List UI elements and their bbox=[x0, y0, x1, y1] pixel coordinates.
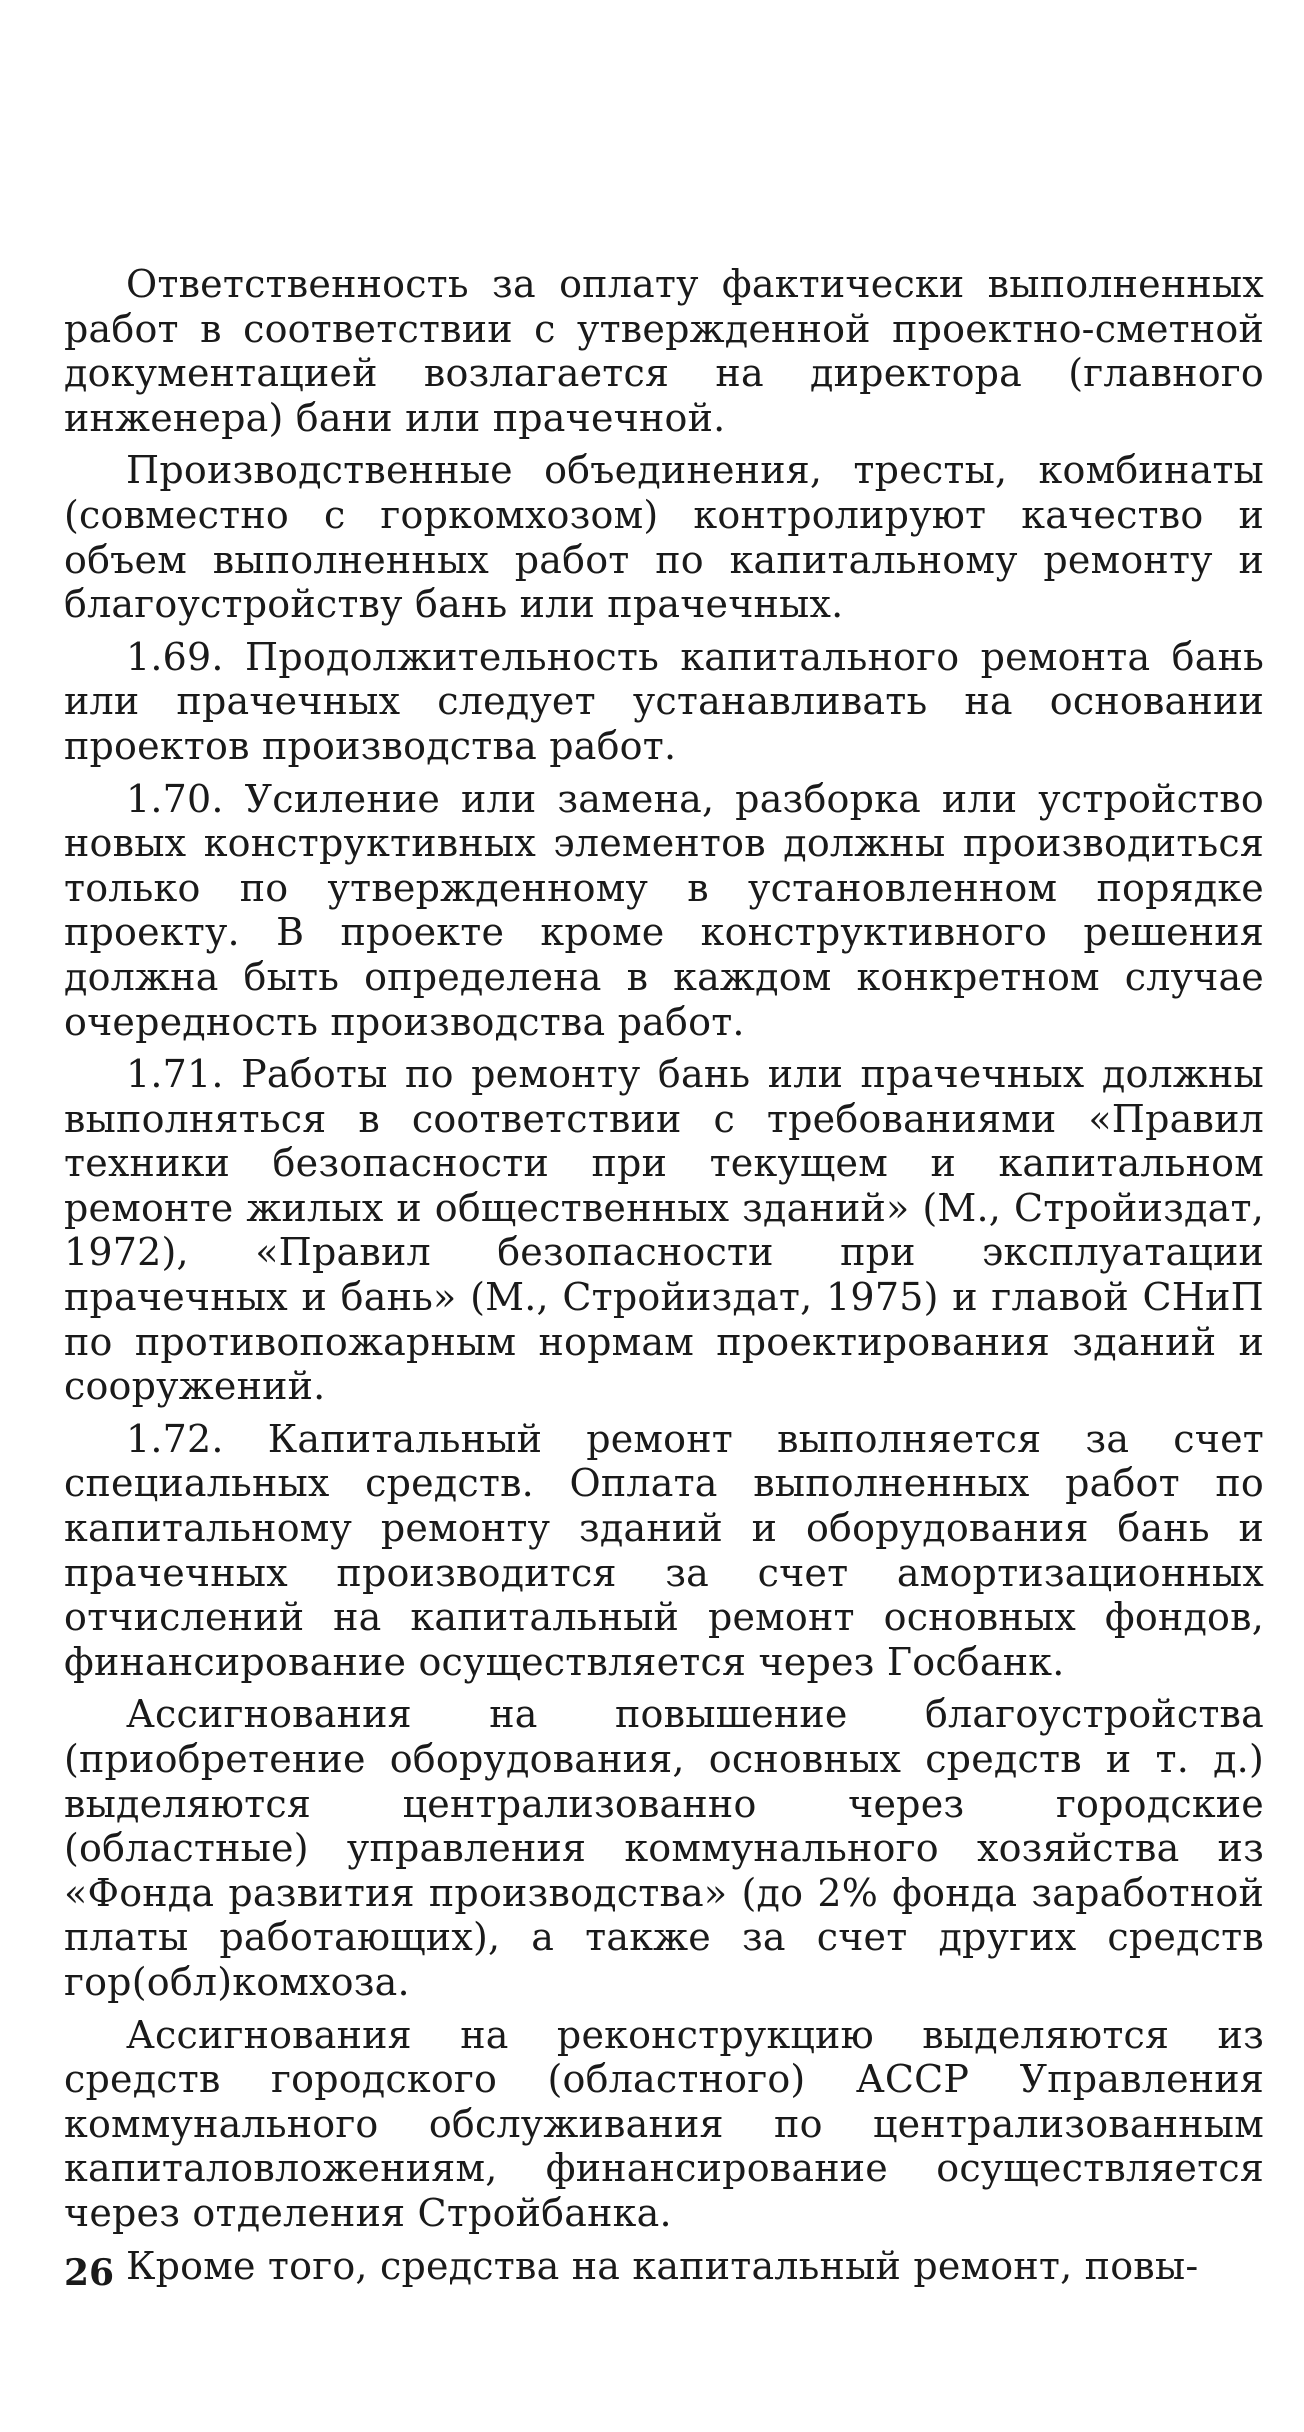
paragraph-allocations-reconstruction: Ассигнования на реконструкцию выделяются из средств городского (областного) АССР Управления коммунального обслуживания по централизованным капиталовложениям, финансирование осуществляется через отделения Стройбанка. bbox=[64, 2012, 1264, 2235]
paragraph-allocations-improvement: Ассигнования на повышение благоустройства (приобретение оборудования, основных средств и т. д.) выделяются централизованно через городские (областные) управления коммунального хозяйства из «Фонда развития производства» (до 2% фонда заработной платы работающих), а также за счет других средств гор(обл)комхоза. bbox=[64, 1692, 1264, 2004]
paragraph-production-associations: Производственные объединения, тресты, комбинаты (совместно с горкомхозом) контролируют качество и объем выполненных работ по капитальному ремонту и благоустройству бань или прачечных. bbox=[64, 448, 1264, 627]
paragraph-continued: Кроме того, средства на капитальный ремонт, повы- bbox=[126, 2243, 1199, 2288]
paragraph-1-69: 1.69. Продолжительность капитального ремонта бань или прачечных следует устанавливать на основании проектов производства работ. bbox=[64, 634, 1264, 768]
page-body bbox=[64, 262, 1264, 2296]
page-number: 26 bbox=[64, 2252, 115, 2294]
paragraph-1-70: 1.70. Усиление или замена, разборка или устройство новых конструктивных элементов должны производиться только по утвержденному в установленном порядке проекту. В проекте кроме конструктивного решения должна быть определена в каждом конкретном случае очередность производства работ. bbox=[64, 776, 1264, 1044]
paragraph-responsibility: Ответственность за оплату фактически выполненных работ в соответствии с утвержденной проектно-сметной документацией возлагается на директора (главного инженера) бани или прачечной. bbox=[64, 262, 1264, 440]
paragraph-1-71: 1.71. Работы по ремонту бань или прачечных должны выполняться в соответствии с требованиями «Правил техники безопасности при текущем и капитальном ремонте жилых и общественных зданий» (М., Стройиздат, 1972), «Правил безопасности при эксплуатации прачечных и бань» (М., Стройиздат, 1975) и главой СНиП по противопожарным нормам проектирования зданий и сооружений. bbox=[64, 1052, 1264, 1409]
paragraph-1-72: 1.72. Капитальный ремонт выполняется за счет специальных средств. Оплата выполненных работ по капитальному ремонту зданий и оборудования бань и прачечных производится за счет амортизационных отчислений на капитальный ремонт основных фондов, финансирование осуществляется через Госбанк. bbox=[64, 1416, 1264, 1684]
